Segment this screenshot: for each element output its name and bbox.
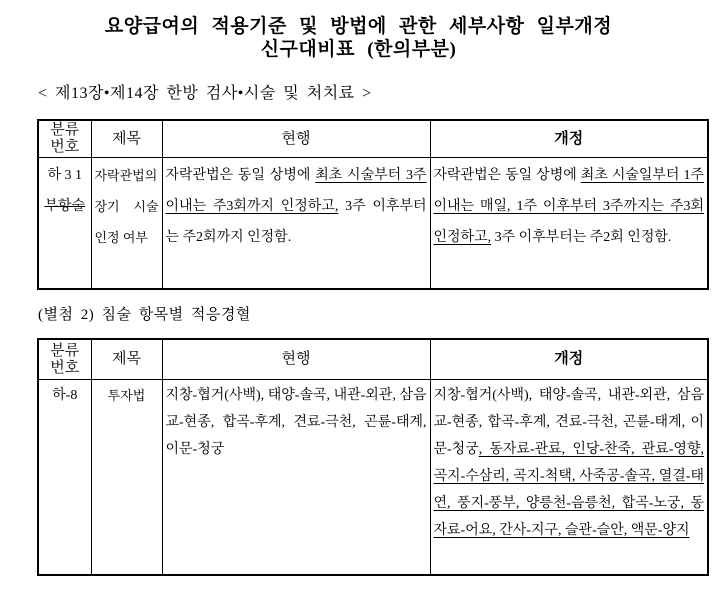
table1-header-title: 제목 — [91, 120, 162, 158]
table1-current-after: 3주 이후부터는 주2회까지 인정함. — [165, 199, 427, 245]
table1-cell-classification — [38, 158, 91, 290]
table1-revised-after: 3주 이후부터는 주2회 인정함. — [491, 230, 672, 245]
table1-header-classification — [38, 120, 91, 158]
table1-header-row — [38, 120, 708, 158]
table2-cell-current: 지창-협거(사백), 태양-솔곡, 내관-외관, 삼음교-현종, 합곡-후계, 견료-극천, 곤륜-태계, 이문-청궁 — [162, 380, 430, 576]
table2-cell-classification — [38, 380, 91, 576]
document-title — [0, 15, 717, 61]
table1-revised-underlined: 최초 시술일부터 1주 이내는 매일, 1주 이후부터 3주까지는 주3회 인정하고, — [433, 168, 704, 245]
table1-header-current: 현행 — [162, 120, 430, 158]
document-title-line1: 요양급여의 적용기준 및 방법에 관한 세부사항 일부개정 — [104, 16, 613, 37]
comparison-table-chapter13-14 — [37, 119, 709, 290]
table1-cell-current — [162, 158, 430, 290]
table2-header-current: 현행 — [162, 339, 430, 380]
table2-header-classification-line1: 분류 — [50, 342, 80, 359]
table1-cell-revised — [430, 158, 708, 290]
table2-revised-before: 지창-협거(사백), 태양-솔곡, 내관-외관, 삼음교-현종, 합곡-후계, 견료-극천, 곤륜-태계, 이문-청궁 — [433, 388, 704, 457]
table1-row — [38, 158, 708, 290]
chapter-heading: < 제13장•제14장 한방 검사•시술 및 처치료 > — [38, 85, 372, 102]
table2-header-classification — [38, 339, 91, 380]
attachment-heading: (별첨 2) 침술 항목별 적응경혈 — [38, 307, 251, 323]
table2-header-title: 제목 — [91, 339, 162, 380]
table1-classification-no: 하 3 1 — [47, 168, 83, 183]
table1-header-classification-line1: 분류 — [50, 122, 80, 138]
table1-header-revised: 개정 — [430, 120, 708, 158]
table2-row — [38, 380, 708, 576]
table2-classification-no: 하-8 — [52, 388, 78, 403]
table1-cell-title: 자락관법의 장기 시술 인정 여부 — [91, 158, 162, 290]
comparison-table-attachment2 — [37, 338, 709, 576]
table2-header-revised: 개정 — [430, 339, 708, 380]
table1-current-before: 자락관법은 동일 상병에 — [165, 168, 316, 183]
table1-classification-name-deleted: 부항술 — [44, 199, 86, 214]
table2-cell-revised — [430, 380, 708, 576]
table1-revised-before: 자락관법은 동일 상병에 — [433, 168, 581, 183]
document-title-line2: 신구대비표 (한의부분) — [260, 39, 457, 60]
table1-header-classification-line2: 번호 — [50, 139, 80, 155]
table1-current-underlined: 최초 시술부터 3주 이내는 주3회까지 인정하고, — [165, 168, 427, 214]
table2-header-classification-line2: 번호 — [50, 359, 80, 376]
table2-cell-title: 투자법 — [91, 380, 162, 576]
table2-revised-underlined: , 동자료-관료, 인당-찬죽, 관료-영향, 곡지-수삼리, 곡지-척택, 사죽공-솔곡, 열결-태연, 풍지-풍부, 양릉천-음릉천, 합곡-노궁, 동자료-어요, 간사-지구, 슬관-슬안, 액문-양지 — [433, 442, 704, 538]
table2-header-row — [38, 339, 708, 380]
